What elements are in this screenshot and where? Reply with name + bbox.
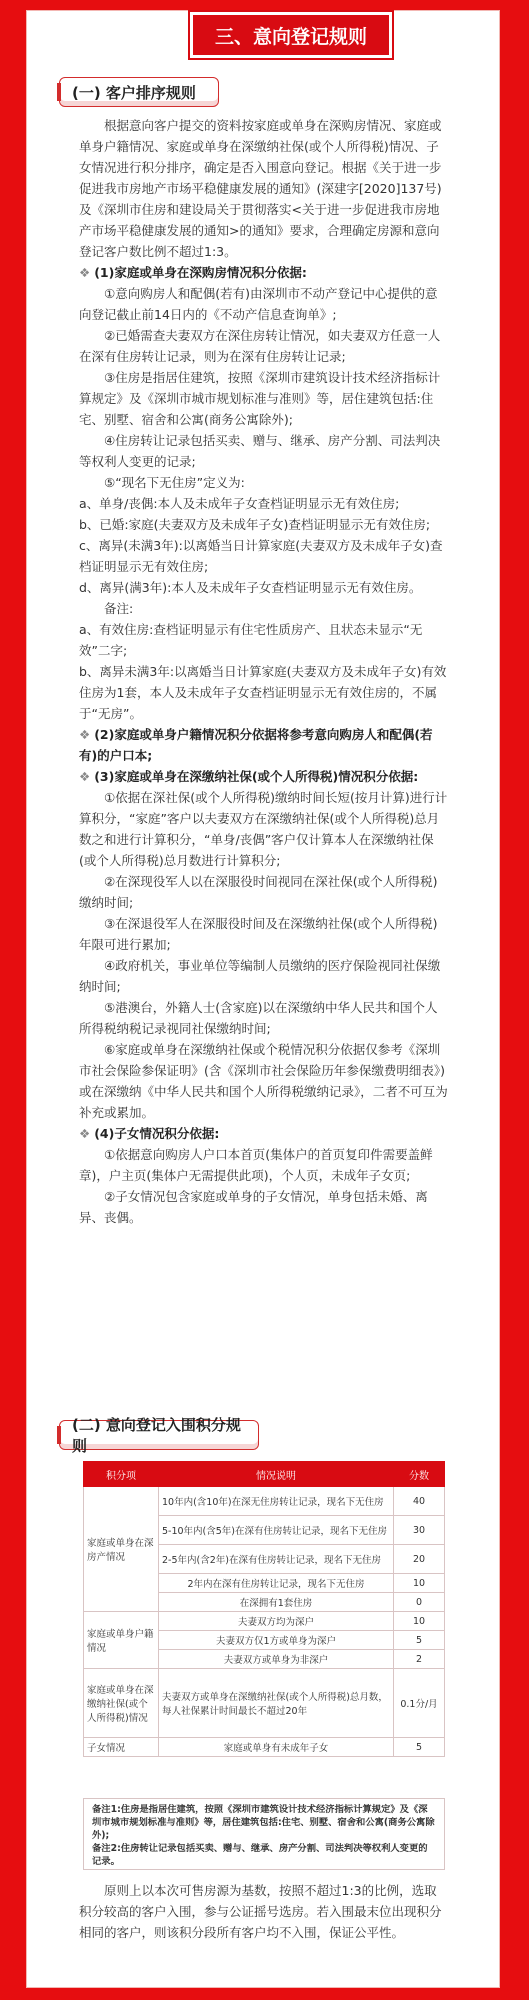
table-header-row — [84, 1462, 445, 1487]
heading-mark — [57, 83, 61, 101]
part1-heading-text: (一) 客户排序规则 — [72, 83, 196, 102]
remark-item: a、有效住房:查档证明显示有住宅性质房产、且状态未显示“无效”二字; — [79, 622, 423, 658]
table-cell-item: 家庭或单身在深缴纳社保(或个人所得税)情况 — [84, 1669, 159, 1738]
sub4-item: ①依据意向购房人户口本首页(集体户的首页复印件需要盖鲜章)，户主页(集体户无需提供此项)，个人页，未成年子女页; — [79, 1147, 433, 1183]
table-cell-score: 5 — [394, 1738, 445, 1757]
table-cell-desc: 夫妻双方或单身为非深户 — [159, 1650, 394, 1669]
table-cell-score: 2 — [394, 1650, 445, 1669]
table-cell-desc: 夫妻双方仅1方或单身为深户 — [159, 1631, 394, 1650]
part1-heading — [59, 77, 219, 107]
sub1-item: b、已婚:家庭(夫妻双方及未成年子女)查档证明显示无有效住房; — [79, 517, 431, 532]
diamond-icon: ❖ — [79, 769, 91, 784]
sub1-title: ❖ (1)家庭或单身在深购房情况积分依据: — [79, 265, 307, 280]
part1-content — [79, 115, 449, 1228]
sub1-item: ②已婚需查夫妻双方在深住房转让情况，如夫妻双方任意一人在深有住房转让记录，则为在深有住房转让记录; — [79, 328, 441, 364]
part2-heading-text: (二) 意向登记入围积分规则 — [72, 1416, 241, 1455]
sub1-item: ①意向购房人和配偶(若有)由深圳市不动产登记中心提供的意向登记截止前14日内的《不动产信息查询单》; — [79, 286, 438, 322]
part2-heading — [59, 1416, 259, 1455]
table-cell-score: 0 — [394, 1593, 445, 1612]
sub2-title: ❖ (2)家庭或单身户籍情况积分依据将参考意向购房人和配偶(若有)的户口本; — [79, 727, 433, 763]
diamond-icon: ❖ — [79, 265, 91, 280]
part1-intro: 根据意向客户提交的资料按家庭或单身在深购房情况、家庭或单身户籍情况、家庭或单身在深缴纳社保(或个人所得税)情况、子女情况进行积分排序，确定是否入围意向登记。根据《关于进一步促进我市房地产市场平稳健康发展的通知》(深建字[2020]137号)及《深圳市住房和建设局关于贯彻落实<关于进一步促进我市房地产市场平稳健康发展的通知>的通知》要求，合理确定房源和意向登记客户数比例不超过1:3。 — [79, 118, 442, 259]
table-cell-desc: 在深拥有1套住房 — [159, 1593, 394, 1612]
table-cell-desc: 2年内在深有住房转让记录，现名下无住房 — [159, 1574, 394, 1593]
sub1-item: ③住房是指居住建筑，按照《深圳市建筑设计技术经济指标计算规定》及《深圳市城市规划标准与准则》等，居住建筑包括:住宅、别墅、宿舍和公寓(商务公寓除外); — [79, 370, 441, 427]
remark-item: b、离异未满3年:以离婚当日计算家庭(夫妻双方及未成年子女)有效住房为1套，本人及未成年子女查档证明显示无有效住房的，不属于“无房”。 — [79, 664, 447, 721]
table-cell-desc: 夫妻双方或单身在深缴纳社保(或个人所得税)总月数，每人社保累计时间最长不超过20年 — [159, 1669, 394, 1738]
table-row — [84, 1612, 445, 1631]
heading-mark — [57, 1426, 61, 1444]
table-notes — [83, 1798, 445, 1870]
table-cell-desc: 夫妻双方均为深户 — [159, 1612, 394, 1631]
sub3-item: ⑤港澳台，外籍人士(含家庭)以在深缴纳中华人民共和国个人所得税纳税记录视同社保缴纳时间; — [79, 1000, 438, 1036]
table-cell-desc: 2-5年内(含2年)在深有住房转让记录，现名下无住房 — [159, 1545, 394, 1574]
sub1-item: c、离异(未满3年):以离婚当日计算家庭(夫妻双方及未成年子女)查档证明显示无有效住房; — [79, 538, 443, 574]
sub3-item: ⑥家庭或单身在深缴纳社保或个税情况积分依据仅参考《深圳市社会保险参保证明》(含《深圳市社会保险历年参保缴费明细表》)或在深缴纳《中华人民共和国个人所得税缴纳记录》，二者不可互为补充或累加。 — [79, 1042, 448, 1120]
table-row — [84, 1487, 445, 1516]
diamond-icon: ❖ — [79, 1126, 91, 1141]
table-cell-item: 家庭或单身户籍情况 — [84, 1612, 159, 1669]
sub1-item: ④住房转让记录包括买卖、赠与、继承、房产分割、司法判决等权利人变更的记录; — [79, 433, 441, 469]
table-cell-score: 20 — [394, 1545, 445, 1574]
table-cell-desc: 10年内(含10年)在深无住房转让记录，现名下无住房 — [159, 1487, 394, 1516]
table-cell-item: 家庭或单身在深房产情况 — [84, 1487, 159, 1612]
table-header: 情况说明 — [159, 1462, 394, 1487]
sub3-item: ①依据在深社保(或个人所得税)缴纳时间长短(按月计算)进行计算积分，“家庭”客户以夫妻双方在深缴纳社保(或个人所得税)总月数之和进行计算积分，“单身/丧偶”客户仅计算本人在深缴纳社保(或个人所得税)总月数进行计算积分; — [79, 790, 448, 868]
table-row — [84, 1669, 445, 1738]
sub3-item: ③在深退役军人在深服役时间及在深缴纳社保(或个人所得税)年限可进行累加; — [79, 916, 438, 952]
table-note: 备注2:住房转让记录包括买卖、赠与、继承、房产分割、司法判决等权利人变更的记录。 — [92, 1843, 428, 1867]
table-row — [84, 1738, 445, 1757]
sub1-item: ⑤“现名下无住房”定义为: — [104, 475, 245, 490]
diamond-icon: ❖ — [79, 727, 91, 742]
sub1-item: d、离异(满3年):本人及未成年子女查档证明显示无有效住房。 — [79, 580, 422, 595]
sub3-title: ❖ (3)家庭或单身在深缴纳社保(或个人所得税)情况积分依据: — [79, 769, 419, 784]
table-header: 积分项 — [84, 1462, 159, 1487]
closing-paragraph: 原则上以本次可售房源为基数，按照不超过1:3的比例，选取积分较高的客户入围，参与公证摇号选房。若入围最末位出现积分相同的客户，则该积分段所有客户均不入围，保证公平性。 — [79, 1883, 442, 1940]
sub3-item: ②在深现役军人以在深服役时间视同在深社保(或个人所得税)缴纳时间; — [79, 874, 438, 910]
table-note: 备注1:住房是指居住建筑，按照《深圳市建筑设计技术经济指标计算规定》及《深圳市城市规划标准与准则》等，居住建筑包括:住宅、别墅、宿舍和公寓(商务公寓除外); — [92, 1804, 435, 1841]
table-cell-item: 子女情况 — [84, 1738, 159, 1757]
sub4-title: ❖ (4)子女情况积分依据: — [79, 1126, 220, 1141]
sub1-item: a、单身/丧偶:本人及未成年子女查档证明显示无有效住房; — [79, 496, 400, 511]
table-cell-score: 0.1分/月 — [394, 1669, 445, 1738]
sub4-item: ②子女情况包含家庭或单身的子女情况，单身包括未婚、离异、丧偶。 — [79, 1189, 428, 1225]
table-header: 分数 — [394, 1462, 445, 1487]
remark-label: 备注: — [104, 601, 134, 616]
sub3-item: ④政府机关，事业单位等编制人员缴纳的医疗保险视同社保缴纳时间; — [79, 958, 441, 994]
table-cell-score: 30 — [394, 1516, 445, 1545]
score-table — [83, 1461, 445, 1757]
table-cell-score: 40 — [394, 1487, 445, 1516]
section-title: 三、意向登记规则 — [193, 15, 389, 55]
table-cell-score: 10 — [394, 1612, 445, 1631]
table-cell-desc: 5-10年内(含5年)在深有住房转让记录，现名下无住房 — [159, 1516, 394, 1545]
table-cell-score: 10 — [394, 1574, 445, 1593]
table-cell-score: 5 — [394, 1631, 445, 1650]
closing-content — [79, 1880, 449, 1943]
table-cell-desc: 家庭或单身有未成年子女 — [159, 1738, 394, 1757]
